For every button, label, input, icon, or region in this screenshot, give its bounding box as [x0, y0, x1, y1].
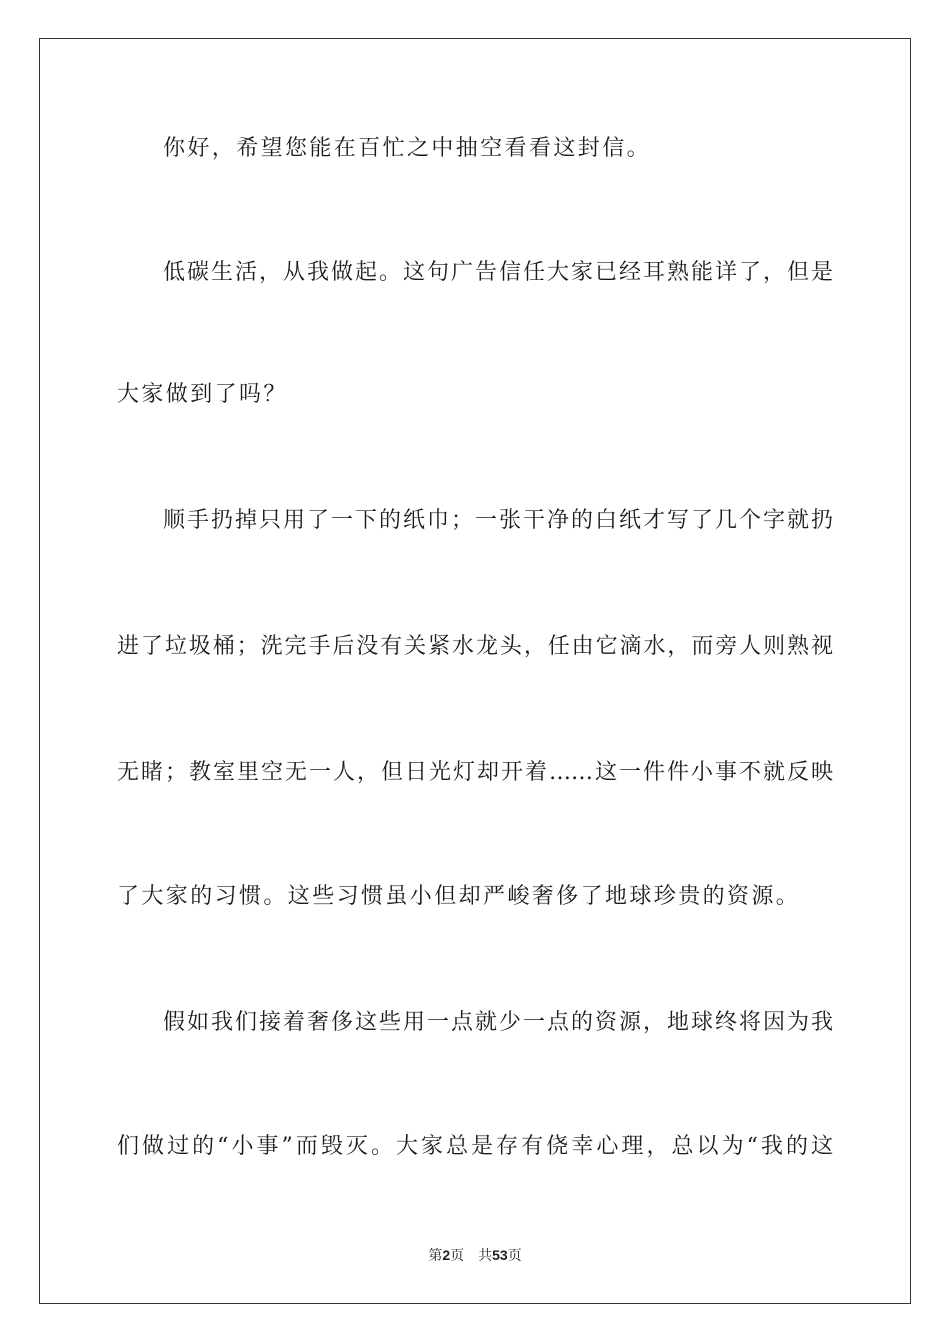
page-border [39, 38, 911, 1304]
paragraph-line: 顺手扔掉只用了一下的纸巾；一张干净的白纸才写了几个字就扔 [163, 508, 833, 533]
paragraph-line: 假如我们接着奢侈这些用一点就少一点的资源，地球终将因为我 [163, 1010, 833, 1035]
paragraph-line: 们做过的“小事”而毁灭。大家总是存有侥幸心理，总以为“我的这 [117, 1134, 833, 1159]
paragraph-line: 大家做到了吗？ [117, 382, 288, 407]
paragraph-line: 进了垃圾桶；洗完手后没有关紧水龙头，任由它滴水，而旁人则熟视 [117, 634, 833, 659]
page-number: 2 [442, 1247, 451, 1263]
page-suffix: 页 [450, 1248, 465, 1264]
paragraph-line: 了大家的习惯。这些习惯虽小但却严峻奢侈了地球珍贵的资源。 [117, 884, 801, 909]
paragraph-line: 你好，希望您能在百忙之中抽空看看这封信。 [163, 136, 652, 161]
page-footer [0, 1245, 950, 1266]
total-prefix: 共 [478, 1248, 493, 1264]
total-pages: 53 [492, 1247, 508, 1263]
paragraph-line: 低碳生活，从我做起。这句广告信任大家已经耳熟能详了，但是 [163, 260, 833, 285]
paragraph-line: 无睹；教室里空无一人，但日光灯却开着……这一件件小事不就反映 [117, 760, 833, 785]
total-suffix: 页 [507, 1248, 522, 1264]
page-prefix: 第 [428, 1248, 443, 1264]
